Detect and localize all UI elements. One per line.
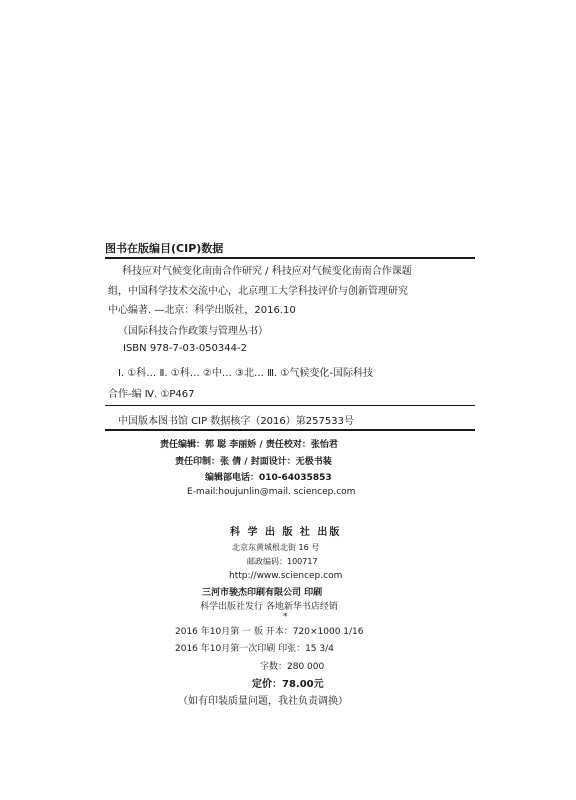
- cip-isbn: ISBN 978-7-03-050344-2: [123, 343, 247, 354]
- cip-classification-line: 合作-编 Ⅳ. ①P467: [108, 389, 195, 400]
- publisher-website: http://www.sciencep.com: [229, 571, 343, 581]
- cip-classification-line: Ⅰ. ①科… Ⅱ. ①科… ②中… ③北… Ⅲ. ①气候变化-国际科技: [118, 368, 373, 379]
- publisher-address: 北京东黄城根北街 16 号: [232, 543, 320, 552]
- staff-printing-design: 责任印制：张 倩 / 封面设计：无极书装: [175, 457, 332, 467]
- cip-mid-rule: [105, 405, 475, 406]
- cip-number: 中国版本图书馆 CIP 数据核字（2016）第257533号: [118, 416, 354, 427]
- publisher-notice: （如有印装质量问题，我社负责调换）: [178, 696, 348, 707]
- staff-editors: 责任编辑：郭 聪 李丽娇 / 责任校对：张怡君: [160, 440, 338, 450]
- publisher-printer: 三河市骏杰印刷有限公司 印刷: [202, 588, 323, 598]
- cip-record-line: 中心编著. —北京：科学出版社，2016.10: [108, 305, 296, 316]
- publisher-price: 定价：78.00元: [252, 679, 324, 690]
- publisher-distribution: 科学出版社发行 各地新华书店经销: [200, 602, 338, 612]
- cip-record-line: 组，中国科学技术交流中心，北京理工大学科技评价与创新管理研究: [108, 286, 408, 297]
- publisher-postcode: 邮政编码：100717: [247, 557, 318, 566]
- cip-top-rule: [105, 257, 475, 259]
- publisher-name: 科 学 出 版 社 出版: [230, 527, 342, 538]
- cip-series: （国际科技合作政策与管理丛书）: [118, 326, 268, 337]
- publisher-word-count: 字数：280 000: [260, 662, 325, 672]
- publisher-star: *: [283, 612, 288, 622]
- publisher-edition: 2016 年10月第 一 版 开本：720×1000 1/16: [175, 627, 364, 637]
- cip-heading: 图书在版编目(CIP)数据: [105, 242, 224, 255]
- publisher-printing: 2016 年10月第一次印刷 印张：15 3/4: [175, 644, 334, 654]
- cip-bottom-rule: [105, 429, 475, 431]
- staff-phone: 编辑部电话：010-64035853: [205, 473, 332, 483]
- staff-email: E-mail:houjunlin@mail. sciencep.com: [187, 487, 356, 497]
- cip-record-line: 科技应对气候变化南南合作研究 / 科技应对气候变化南南合作课题: [122, 266, 412, 277]
